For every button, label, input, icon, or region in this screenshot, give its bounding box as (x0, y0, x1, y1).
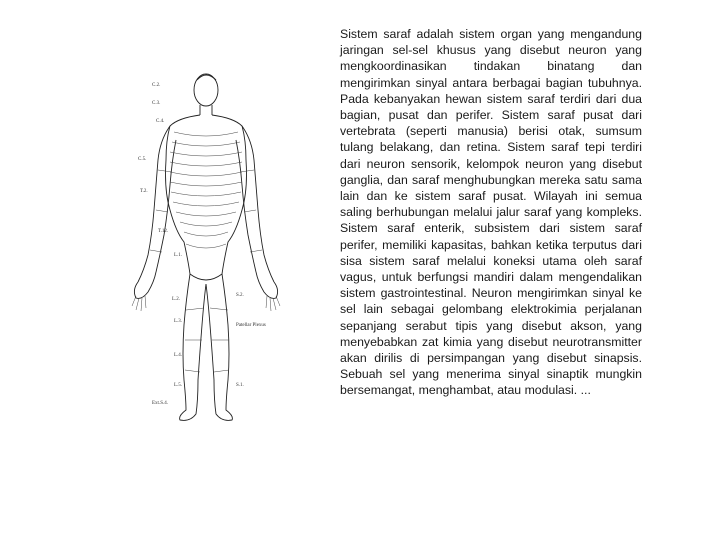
figure-label: Patellar Plexus (236, 323, 266, 328)
figure-label: S.1. (236, 383, 244, 388)
figure-label: L.4. (174, 353, 183, 358)
figure-label: T.12. (158, 229, 169, 234)
figure-label: T.2. (140, 189, 148, 194)
figure-label: C.2. (152, 83, 161, 88)
anatomical-figure-illustration (118, 60, 300, 428)
figure-label: C.4. (156, 119, 165, 124)
figure-label: L.2. (172, 297, 181, 302)
figure-label: C.3. (152, 101, 161, 106)
body-paragraph: Sistem saraf adalah sistem organ yang mengandung jaringan sel-sel khusus yang disebut neuron yang mengkoordinasikan tindakan binatang dan mengirimkan sinyal antara berbagai bagian tubuhnya. Pada kebanyakan hewan sistem saraf terdiri dari dua bagian, pusat dan perifer. Sistem saraf pusat dari vertebrata (seperti manusia) berisi otak, sumsum tulang belakang, dan retina. Sistem saraf tepi terdiri dari neuron sensorik, kelompok neuron yang disebut ganglia, dan saraf menghubungkan mereka satu sama lain dan ke sistem saraf pusat. Wilayah ini semua saling berhubungan melalui jalur saraf yang kompleks. Sistem saraf enterik, subsistem dari sistem saraf perifer, memiliki kapasitas, bahkan ketika terputus dari sisa sistem saraf melalui koneksi utama oleh saraf vagus, untuk berfungsi mandiri dalam mengendalikan sistem gastrointestinal. Neuron mengirimkan sinyal ke sel lain sebagai gelombang elektrokimia perjalanan sepanjang serabut tipis yang disebut akson, yang menyebabkan zat kimia yang disebut neurotransmitter akan dirilis di persimpangan yang disebut sinapsis. Sebuah sel yang menerima sinyal sinaptik mungkin bersemangat, menghambat, atau modulasi. ... (340, 27, 642, 398)
figure-label: L.5. (174, 383, 183, 388)
figure-label: C.5. (138, 157, 147, 162)
figure-label: Ext.S.4. (152, 401, 168, 406)
figure-label: S.2. (236, 293, 244, 298)
figure-label: L.1. (174, 253, 183, 258)
figure-label: L.3. (174, 319, 183, 324)
